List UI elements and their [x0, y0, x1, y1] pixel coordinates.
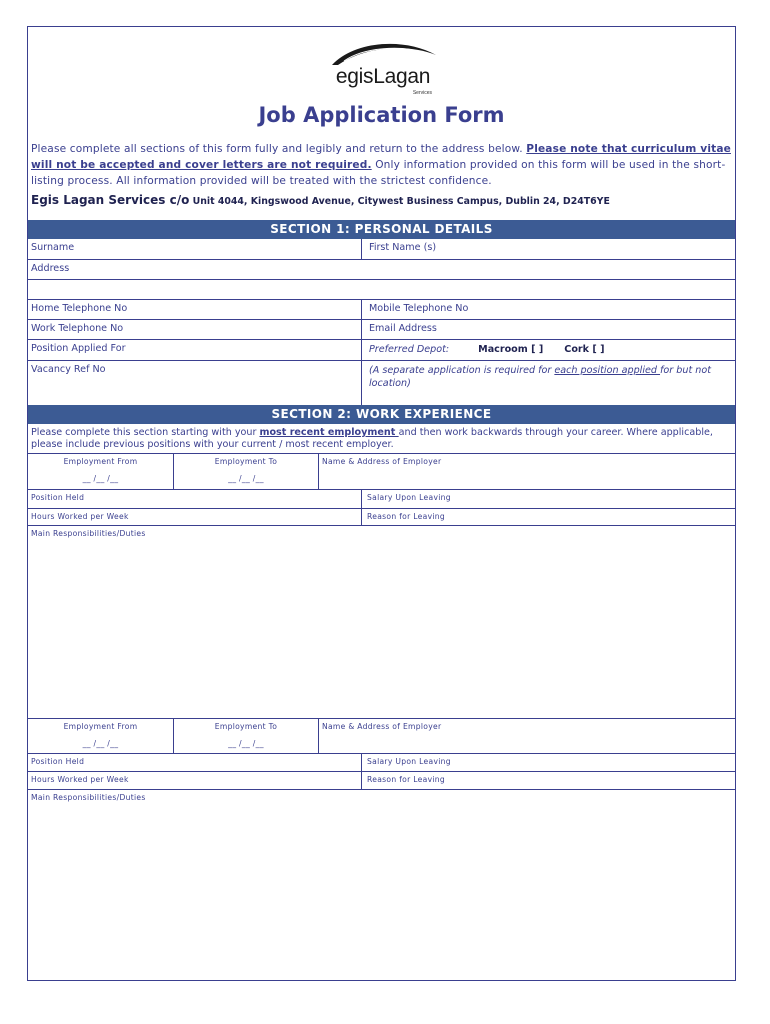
intro-notice: Please note that curriculum vitae will not be accepted and cover letters are not required.: [31, 143, 731, 171]
section-2-intro-a: Please complete this section starting with your: [31, 427, 260, 438]
address-company: Egis Lagan Services c/o: [31, 193, 190, 207]
row-address: [28, 260, 735, 280]
employment-2-position-row: [28, 754, 735, 772]
employment-to-date: __ /__ /__: [228, 739, 264, 748]
page-title: Job Application Form: [258, 103, 505, 127]
employment-2-employer[interactable]: Name & Address of Employer: [318, 719, 735, 753]
employment-2-duties-row: [28, 790, 735, 980]
employment-1-dates: [28, 454, 735, 490]
row-position: [28, 340, 735, 361]
section-2-intro: [28, 424, 735, 454]
logo-subtext: Services: [412, 90, 432, 96]
employment-2-hours[interactable]: Hours Worked per Week: [31, 775, 129, 784]
row-vacancy: [28, 361, 735, 405]
home-telephone-field[interactable]: Home Telephone No: [31, 303, 128, 314]
email-field[interactable]: Email Address: [361, 320, 735, 339]
macroom-checkbox[interactable]: Macroom [ ]: [478, 344, 544, 355]
mobile-telephone-field[interactable]: Mobile Telephone No: [361, 300, 735, 319]
employment-2-position[interactable]: Position Held: [31, 757, 85, 766]
work-telephone-field[interactable]: Work Telephone No: [31, 323, 124, 334]
employment-1-employer[interactable]: Name & Address of Employer: [318, 454, 735, 489]
employment-1-hours-row: [28, 509, 735, 526]
section-2-instructions: [28, 424, 735, 453]
egis-lagan-logo: [324, 35, 442, 97]
surname-field[interactable]: Surname: [31, 242, 75, 253]
employment-to-label: Employment To: [214, 722, 278, 731]
vacancy-note-b: for but not location): [369, 365, 711, 389]
section-2-intro-u: most recent employment: [259, 427, 399, 438]
section-2-intro-b: and then work backwards through your career. Where applicable, please include previous positions with your current / most recent employer.: [31, 427, 713, 450]
cork-checkbox[interactable]: Cork [ ]: [564, 344, 605, 355]
first-name-field[interactable]: First Name (s): [361, 239, 735, 259]
vacancy-note-a: (A separate application is required for: [369, 365, 555, 376]
employment-1-salary[interactable]: Salary Upon Leaving: [361, 490, 735, 508]
employment-from-date: __ /__ /__: [82, 739, 119, 748]
employment-2-salary[interactable]: Salary Upon Leaving: [361, 754, 735, 771]
address-detail: Unit 4044, Kingswood Avenue, Citywest Business Campus, Dublin 24, D24T6YE: [189, 196, 610, 207]
vacancy-note-u: each position applied: [554, 365, 661, 376]
employment-1-duties-row: [28, 526, 735, 719]
row-telephone: [28, 300, 735, 320]
employment-1-to[interactable]: [173, 454, 318, 489]
employment-1-reason[interactable]: Reason for Leaving: [361, 509, 735, 525]
form-page: [27, 26, 736, 981]
employment-to-label: Employment To: [214, 457, 278, 466]
employment-from-label: Employment From: [63, 457, 138, 466]
employment-2-reason[interactable]: Reason for Leaving: [361, 772, 735, 789]
logo-text: egisLagan: [335, 65, 431, 88]
employment-1-duties[interactable]: Main Responsibilities/Duties: [31, 529, 146, 538]
intro-text-2: Only information provided on this form will be used in the short-listing process. All information provided will be treated with the strictest confidence.: [31, 158, 726, 187]
employment-2-from[interactable]: [28, 719, 173, 753]
row-work-email: [28, 320, 735, 340]
employment-1-from[interactable]: [28, 454, 173, 489]
employment-2-to[interactable]: [173, 719, 318, 753]
row-name: [28, 239, 735, 260]
employment-to-date: __ /__ /__: [228, 474, 264, 483]
preferred-depot-field: [361, 340, 735, 360]
address-field-line-2[interactable]: [28, 280, 735, 299]
preferred-depot-label: Preferred Depot:: [369, 344, 450, 355]
employment-from-label: Employment From: [63, 722, 138, 731]
employment-2-dates: [28, 719, 735, 754]
section-2-header: SECTION 2: WORK EXPERIENCE: [28, 405, 735, 424]
vacancy-ref-field[interactable]: Vacancy Ref No: [31, 364, 106, 375]
employment-1-position[interactable]: Position Held: [31, 493, 85, 502]
employment-1-position-row: [28, 490, 735, 509]
address-field[interactable]: Address: [31, 263, 70, 274]
vacancy-note: [361, 361, 735, 405]
position-applied-field[interactable]: Position Applied For: [31, 343, 126, 354]
employment-from-date: __ /__ /__: [82, 474, 119, 483]
section-1-header: SECTION 1: PERSONAL DETAILS: [28, 220, 735, 239]
employment-2-hours-row: [28, 772, 735, 790]
row-address-2: [28, 280, 735, 300]
employment-1-hours[interactable]: Hours Worked per Week: [31, 512, 129, 521]
intro-paragraph: [31, 142, 734, 189]
intro-text-1: Please complete all sections of this form fully and legibly and return to the address below.: [31, 143, 527, 155]
employment-2-duties[interactable]: Main Responsibilities/Duties: [31, 793, 146, 802]
return-address: [31, 193, 610, 207]
